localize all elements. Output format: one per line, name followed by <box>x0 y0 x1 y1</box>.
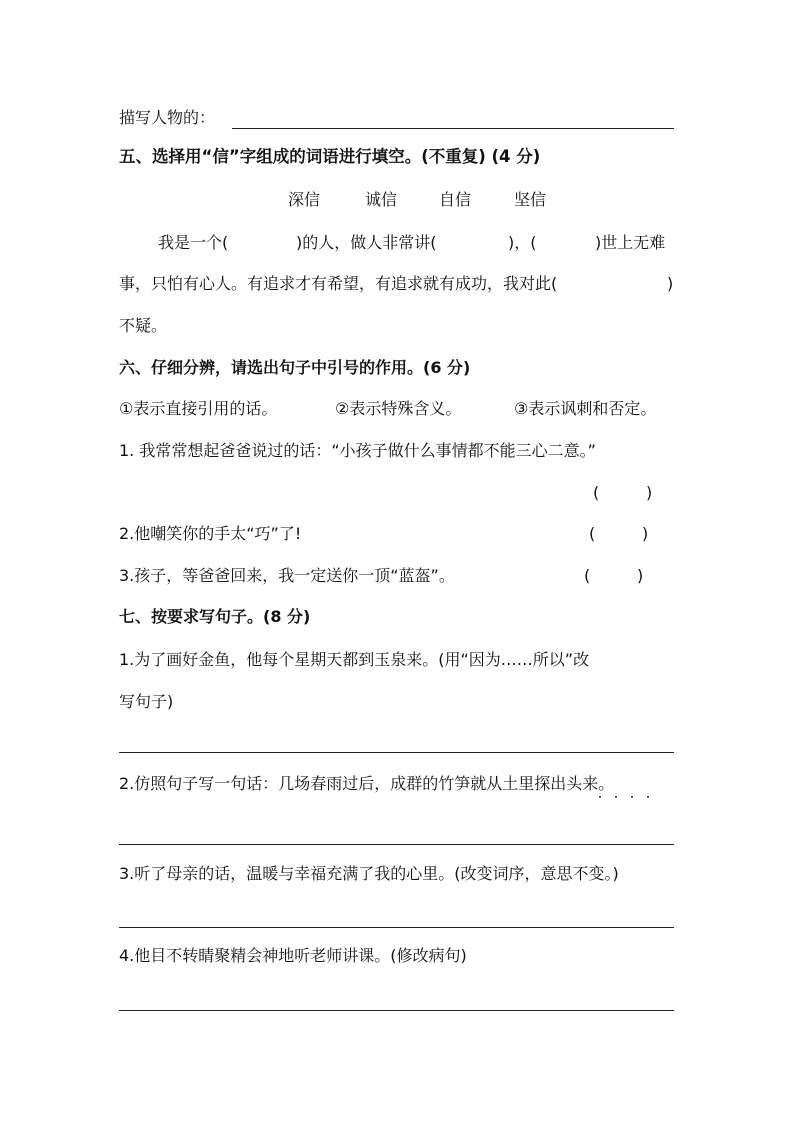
s5-paragraph-part2: )的人，做人非常讲( <box>296 233 437 252</box>
s7-question-2: 2.仿照句子写一句话：几场春雨过后，成群的竹笋就从土里探出头来。 <box>119 774 615 793</box>
s7-q1-answer-line[interactable] <box>119 752 674 753</box>
s5-paragraph-part1: 我是一个( <box>158 233 229 252</box>
emphasis-dot <box>599 796 601 798</box>
s5-paragraph-part4: )世上无难 <box>595 233 666 252</box>
s6-question-3: 3.孩子，等爸爸回来，我一定送你一顶“蓝盔”。 <box>119 566 455 585</box>
s6-q2-paren-close: ) <box>642 524 649 543</box>
s6-q3-paren-close: ) <box>637 566 644 585</box>
s6-q3-paren-open: ( <box>584 566 591 585</box>
s6-q2-paren-open: ( <box>589 524 596 543</box>
emphasis-dot <box>647 796 649 798</box>
section7-heading: 七、按要求写句子。(8 分) <box>119 607 311 626</box>
word-option-4: 坚信 <box>514 190 547 209</box>
s7-question-3: 3.听了母亲的话，温暖与幸福充满了我的心里。(改变词序，意思不变。) <box>119 864 619 883</box>
s6-option-1: ①表示直接引用的话。 <box>119 399 278 418</box>
word-option-3: 自信 <box>439 190 472 209</box>
s7-question-1-line1: 1.为了画好金鱼，他每个星期天都到玉泉来。(用“因为……所以”改 <box>119 650 590 669</box>
s6-option-2: ②表示特殊含义。 <box>335 399 462 418</box>
s6-option-3: ③表示讽刺和否定。 <box>514 399 657 418</box>
s5-paragraph-part3: )，( <box>508 233 537 252</box>
s5-paragraph-line3: 不疑。 <box>119 316 168 335</box>
s5-paragraph-line2: 事，只怕有心人。有追求才有希望，有追求就有成功，我对此( <box>119 274 558 293</box>
s6-question-1: 1. 我常常想起爸爸说过的话：“小孩子做什么事情都不能三心二意。” <box>119 441 596 460</box>
word-option-2: 诚信 <box>365 190 398 209</box>
s7-q3-answer-line[interactable] <box>119 927 674 928</box>
s7-q2-answer-line[interactable] <box>119 844 674 845</box>
s7-question-1-line2: 写句子) <box>119 692 174 711</box>
emphasis-dot <box>615 796 617 798</box>
section5-heading: 五、选择用“信”字组成的词语进行填空。(不重复) (4 分) <box>119 147 541 166</box>
describe-people-answer-line[interactable] <box>232 128 674 129</box>
s5-paragraph-line2-close: ) <box>667 274 674 293</box>
s6-question-2: 2.他嘲笑你的手太“巧”了! <box>119 524 302 543</box>
s6-q1-paren-open: ( <box>593 483 600 502</box>
word-option-1: 深信 <box>288 190 321 209</box>
describe-people-label: 描写人物的： <box>119 108 216 127</box>
emphasis-dot <box>631 796 633 798</box>
s7-question-4: 4.他目不转睛聚精会神地听老师讲课。(修改病句) <box>119 946 467 965</box>
section6-heading: 六、仔细分辨，请选出句子中引号的作用。(6 分) <box>119 358 471 377</box>
s7-q4-answer-line[interactable] <box>119 1010 674 1011</box>
s6-q1-paren-close: ) <box>646 483 653 502</box>
